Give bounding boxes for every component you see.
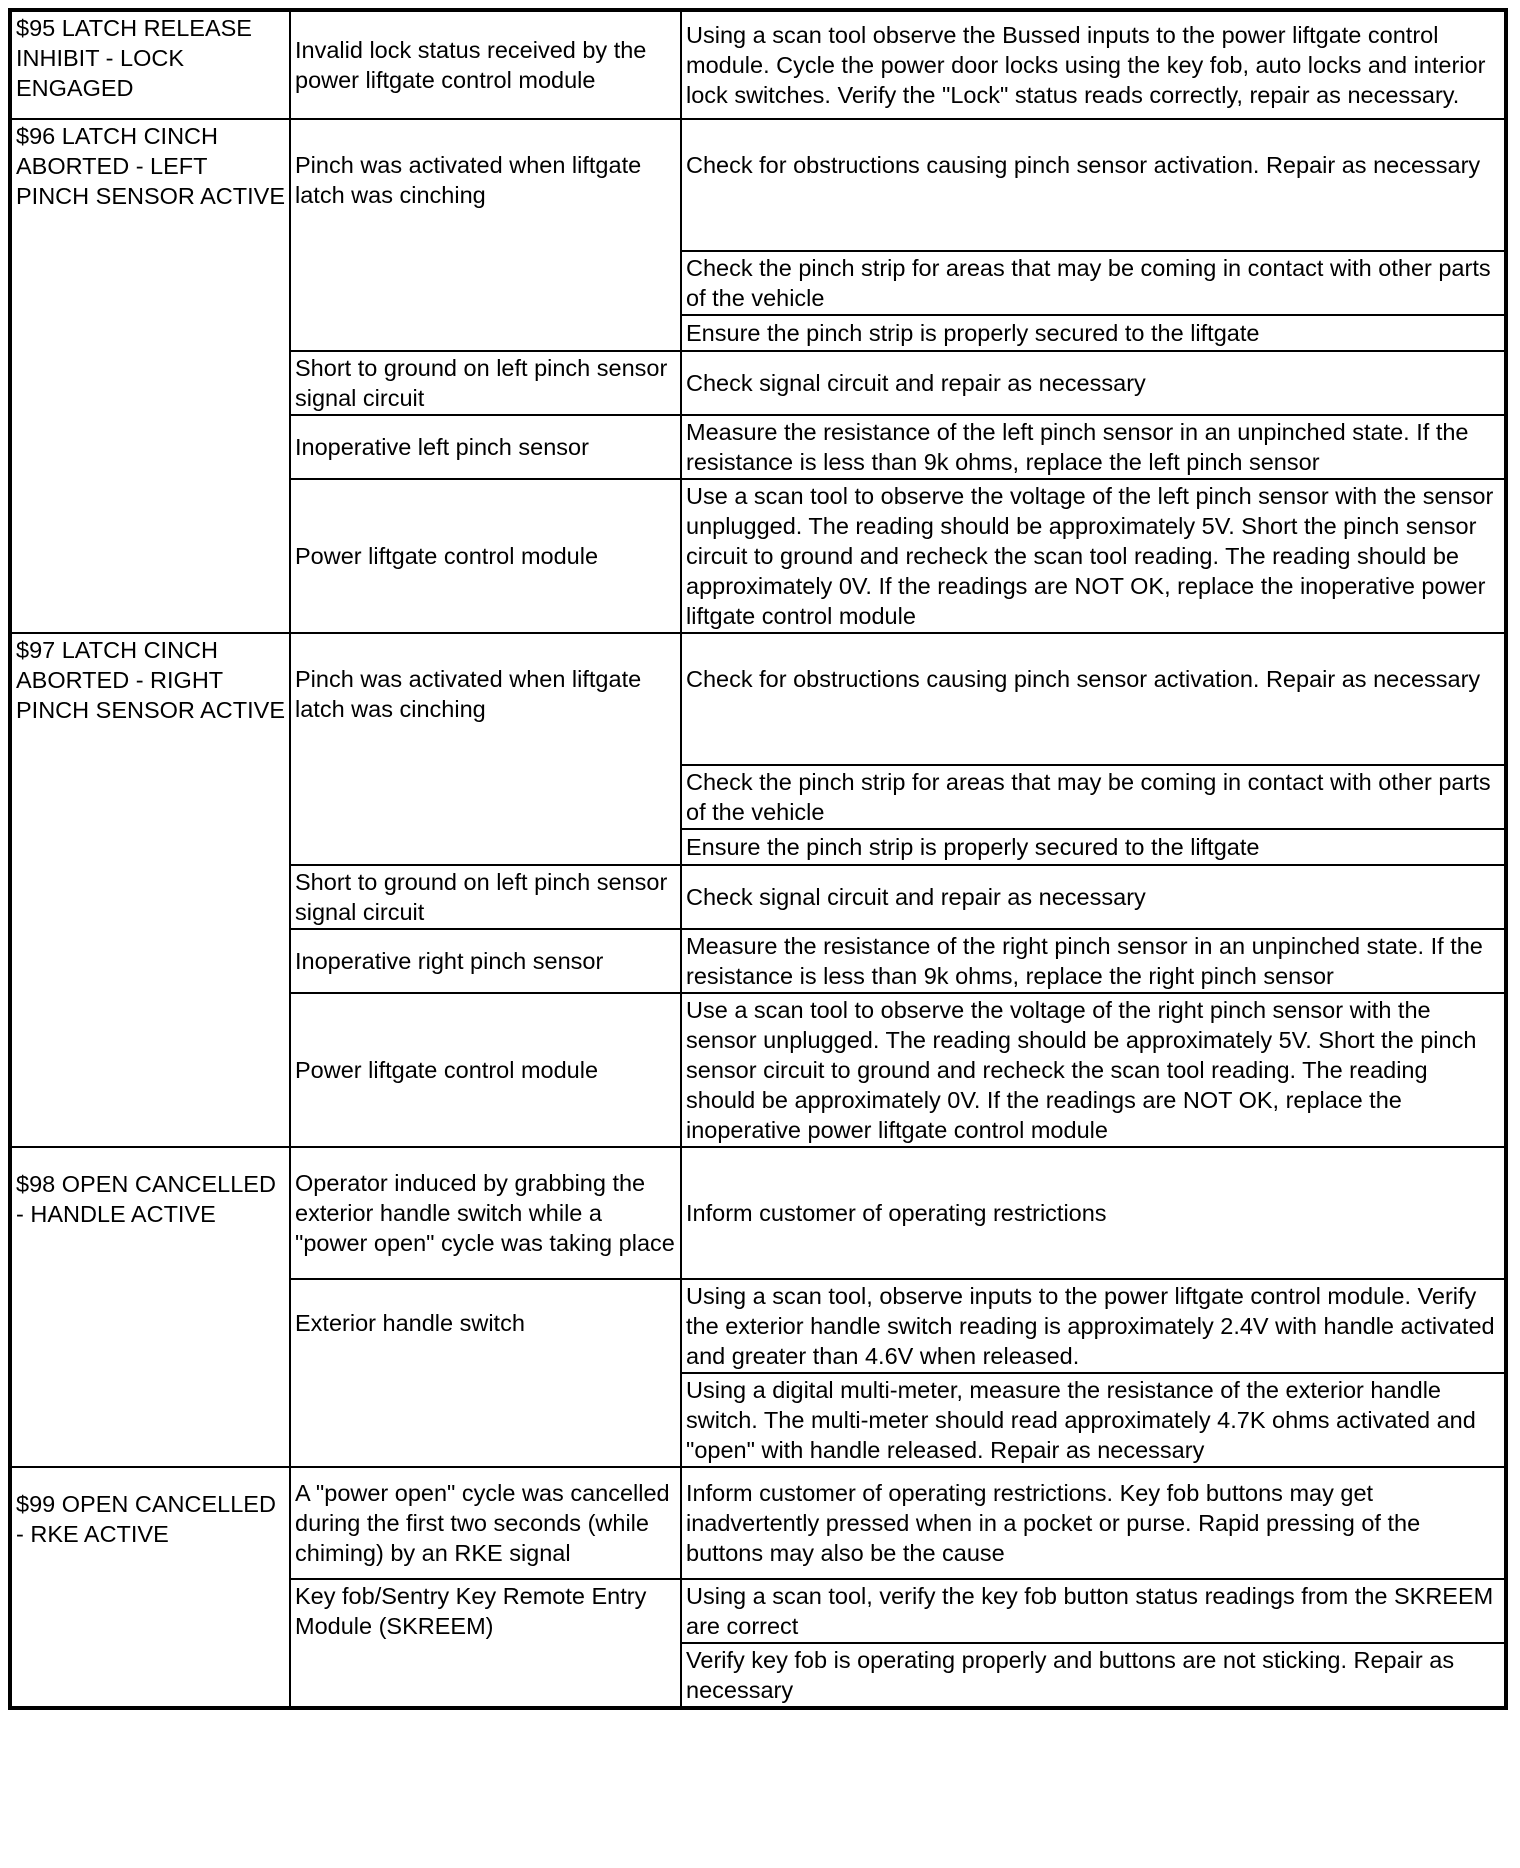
cause-cell: Exterior handle switch	[290, 1279, 681, 1467]
cause-cell: Operator induced by grabbing the exterior handle switch while a "power open" cycle was taking place	[290, 1147, 681, 1279]
action-cell: Check signal circuit and repair as necessary	[681, 865, 1506, 929]
table-row	[10, 1467, 1506, 1579]
cause-cell: Inoperative right pinch sensor	[290, 929, 681, 993]
action-cell: Inform customer of operating restrictions	[681, 1147, 1506, 1279]
action-cell: Using a digital multi-meter, measure the resistance of the exterior handle switch. The multi-meter should read approximately 4.7K ohms activated and "open" with handle released. Repair as necessary	[681, 1373, 1506, 1467]
diagnostic-table	[8, 8, 1508, 1710]
table-row	[10, 119, 1506, 251]
action-cell: Check signal circuit and repair as necessary	[681, 351, 1506, 415]
table-row	[10, 633, 1506, 765]
action-cell: Using a scan tool, observe inputs to the power liftgate control module. Verify the exterior handle switch reading is approximately 2.4V with handle activated and greater than 4.6V when released.	[681, 1279, 1506, 1373]
action-cell: Check for obstructions causing pinch sensor activation. Repair as necessary	[681, 633, 1506, 765]
table-row	[10, 10, 1506, 119]
action-cell: Using a scan tool, verify the key fob button status readings from the SKREEM are correct	[681, 1579, 1506, 1643]
dtc-code-cell: $98 OPEN CANCELLED - HANDLE ACTIVE	[10, 1147, 290, 1467]
action-cell: Measure the resistance of the left pinch sensor in an unpinched state. If the resistance is less than 9k ohms, replace the left pinch sensor	[681, 415, 1506, 479]
action-cell: Using a scan tool observe the Bussed inputs to the power liftgate control module. Cycle the power door locks using the key fob, auto locks and interior lock switches. Verify the "Lock" status reads correctly, repair as necessary.	[681, 10, 1506, 119]
cause-cell: Pinch was activated when liftgate latch was cinching	[290, 633, 681, 865]
action-cell: Ensure the pinch strip is properly secured to the liftgate	[681, 315, 1506, 351]
cause-cell: Pinch was activated when liftgate latch was cinching	[290, 119, 681, 351]
cause-cell: Short to ground on left pinch sensor signal circuit	[290, 865, 681, 929]
cause-cell: Key fob/Sentry Key Remote Entry Module (SKREEM)	[290, 1579, 681, 1708]
action-cell: Check the pinch strip for areas that may be coming in contact with other parts of the vehicle	[681, 765, 1506, 829]
dtc-code-cell: $96 LATCH CINCH ABORTED - LEFT PINCH SENSOR ACTIVE	[10, 119, 290, 633]
cause-cell: Short to ground on left pinch sensor signal circuit	[290, 351, 681, 415]
action-cell: Use a scan tool to observe the voltage of the left pinch sensor with the sensor unplugged. The reading should be approximately 5V. Short the pinch sensor circuit to ground and recheck the scan tool reading. The reading should be approximately 0V. If the readings are NOT OK, replace the inoperative power liftgate control module	[681, 479, 1506, 633]
cause-cell: A "power open" cycle was cancelled during the first two seconds (while chiming) by an RKE signal	[290, 1467, 681, 1579]
dtc-code-cell: $97 LATCH CINCH ABORTED - RIGHT PINCH SENSOR ACTIVE	[10, 633, 290, 1147]
dtc-code-cell: $99 OPEN CANCELLED - RKE ACTIVE	[10, 1467, 290, 1708]
cause-cell: Inoperative left pinch sensor	[290, 415, 681, 479]
document-page	[8, 8, 1504, 1710]
cause-cell: Power liftgate control module	[290, 479, 681, 633]
action-cell: Ensure the pinch strip is properly secured to the liftgate	[681, 829, 1506, 865]
dtc-code-cell: $95 LATCH RELEASE INHIBIT - LOCK ENGAGED	[10, 10, 290, 119]
action-cell: Check for obstructions causing pinch sensor activation. Repair as necessary	[681, 119, 1506, 251]
action-cell: Check the pinch strip for areas that may be coming in contact with other parts of the vehicle	[681, 251, 1506, 315]
cause-cell: Power liftgate control module	[290, 993, 681, 1147]
action-cell: Verify key fob is operating properly and buttons are not sticking. Repair as necessary	[681, 1643, 1506, 1708]
action-cell: Measure the resistance of the right pinch sensor in an unpinched state. If the resistance is less than 9k ohms, replace the right pinch sensor	[681, 929, 1506, 993]
action-cell: Use a scan tool to observe the voltage of the right pinch sensor with the sensor unplugged. The reading should be approximately 5V. Short the pinch sensor circuit to ground and recheck the scan tool reading. The reading should be approximately 0V. If the readings are NOT OK, replace the inoperative power liftgate control module	[681, 993, 1506, 1147]
action-cell: Inform customer of operating restrictions. Key fob buttons may get inadvertently pressed when in a pocket or purse. Rapid pressing of the buttons may also be the cause	[681, 1467, 1506, 1579]
cause-cell: Invalid lock status received by the power liftgate control module	[290, 10, 681, 119]
table-row	[10, 1147, 1506, 1279]
